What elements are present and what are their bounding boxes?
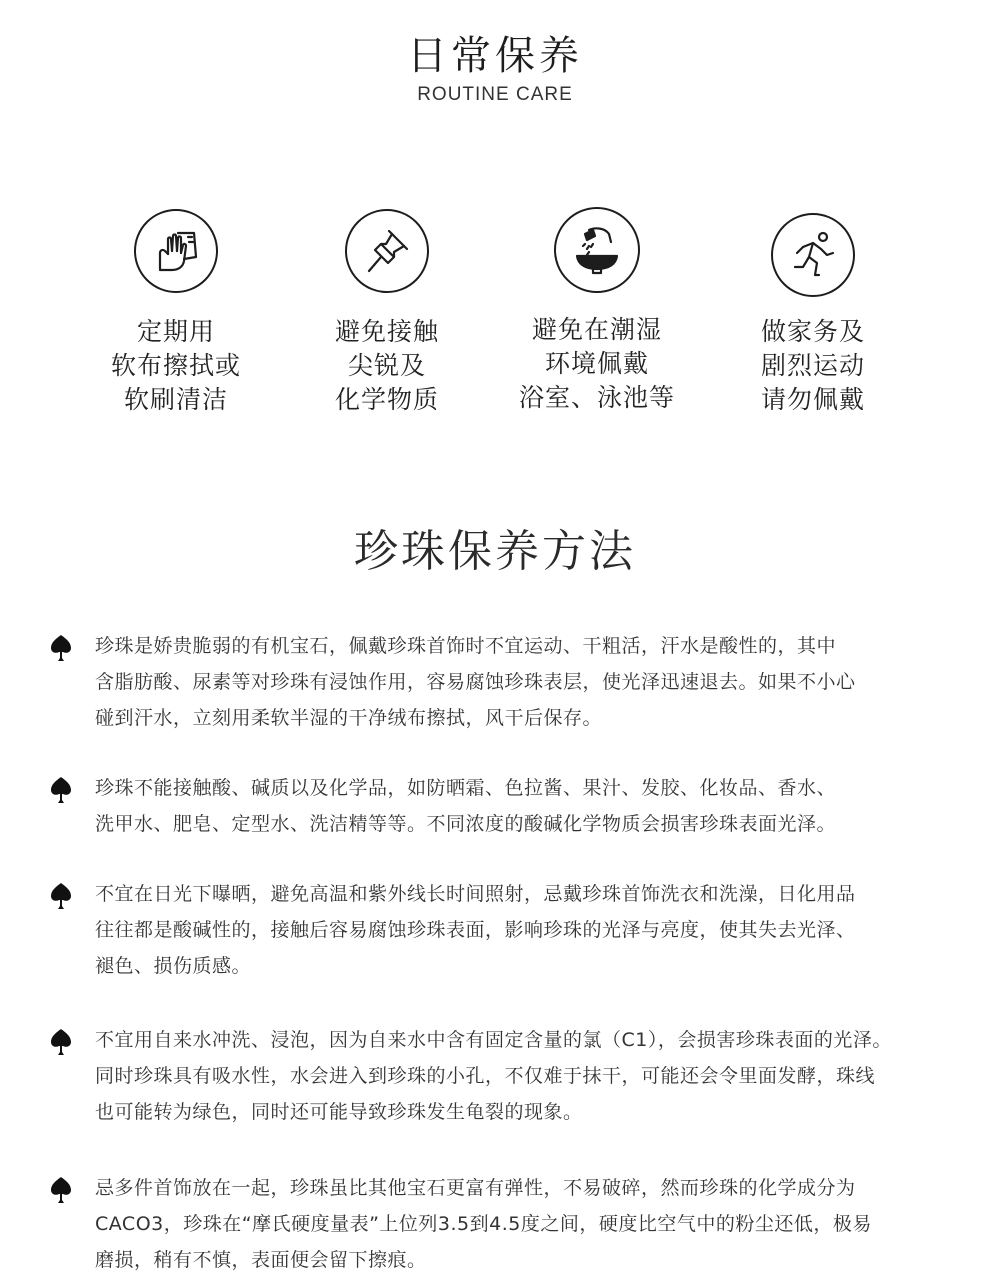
method-text: 不宜用自来水冲洗、浸泡，因为自来水中含有固定含量的氯（C1），会损害珍珠表面的光泽。 同时珍珠具有吸水性，水会进入到珍珠的小孔，不仅难于抹干，可能还会令里面发酵，珠线 也可能转为绿色，同时还可能导致珍珠发生龟裂的现象。 bbox=[95, 1029, 892, 1123]
method-text: 珍珠是娇贵脆弱的有机宝石，佩戴珍珠首饰时不宜运动、干粗活，汗水是酸性的，其中 含脂肪酸、尿素等对珍珠有浸蚀作用，容易腐蚀珍珠表层，使光泽迅速退去。如果不小心 碰到汗水，立刻用柔软半湿的干净绒布擦拭，风干后保存。 bbox=[95, 635, 856, 729]
care-item-label: 避免接触 尖锐及 化学物质 bbox=[334, 317, 439, 414]
care-item-label: 避免在潮湿 环境佩戴 浴室、泳池等 bbox=[518, 315, 675, 412]
wipe-cloth-icon bbox=[134, 209, 218, 293]
page-title: 日常保养 bbox=[407, 33, 583, 79]
care-icons-row bbox=[0, 205, 990, 445]
leaf-icon bbox=[49, 1176, 73, 1204]
care-item-sharp bbox=[277, 209, 497, 417]
method-text: 珍珠不能接触酸、碱质以及化学品，如防晒霜、色拉酱、果汁、发胶、化妆品、香水、 洗甲水、肥皂、定型水、洗洁精等等。不同浓度的酸碱化学物质会损害珍珠表面光泽。 bbox=[95, 777, 837, 835]
care-item-label: 做家务及 剧烈运动 请勿佩戴 bbox=[760, 317, 865, 414]
push-pin-icon bbox=[345, 209, 429, 293]
care-item-humid bbox=[487, 207, 707, 415]
care-item-label: 定期用 软布擦拭或 软刷清洁 bbox=[110, 317, 241, 414]
care-header bbox=[0, 30, 990, 106]
running-person-icon bbox=[771, 213, 855, 297]
shower-basin-icon bbox=[554, 207, 640, 293]
leaf-icon bbox=[49, 882, 73, 910]
page-subtitle: ROUTINE CARE bbox=[417, 84, 573, 105]
leaf-icon bbox=[49, 634, 73, 662]
care-item-exercise bbox=[703, 213, 923, 417]
care-item-wipe bbox=[66, 209, 286, 417]
method-text: 不宜在日光下曝晒，避免高温和紫外线长时间照射，忌戴珍珠首饰洗衣和洗澡，日化用品 往往都是酸碱性的，接触后容易腐蚀珍珠表面，影响珍珠的光泽与亮度，使其失去光泽、 褪色、损伤质感。 bbox=[95, 883, 856, 977]
leaf-icon bbox=[49, 776, 73, 804]
section-title: 珍珠保养方法 bbox=[354, 526, 636, 577]
method-text: 忌多件首饰放在一起，珍珠虽比其他宝石更富有弹性，不易破碎，然而珍珠的化学成分为 CACO3，珍珠在“摩氏硬度量表”上位列3.5到4.5度之间，硬度比空气中的粉尘还低，极易 磨损，稍有不慎，表面便会留下擦痕。 bbox=[95, 1177, 872, 1271]
leaf-icon bbox=[49, 1028, 73, 1056]
